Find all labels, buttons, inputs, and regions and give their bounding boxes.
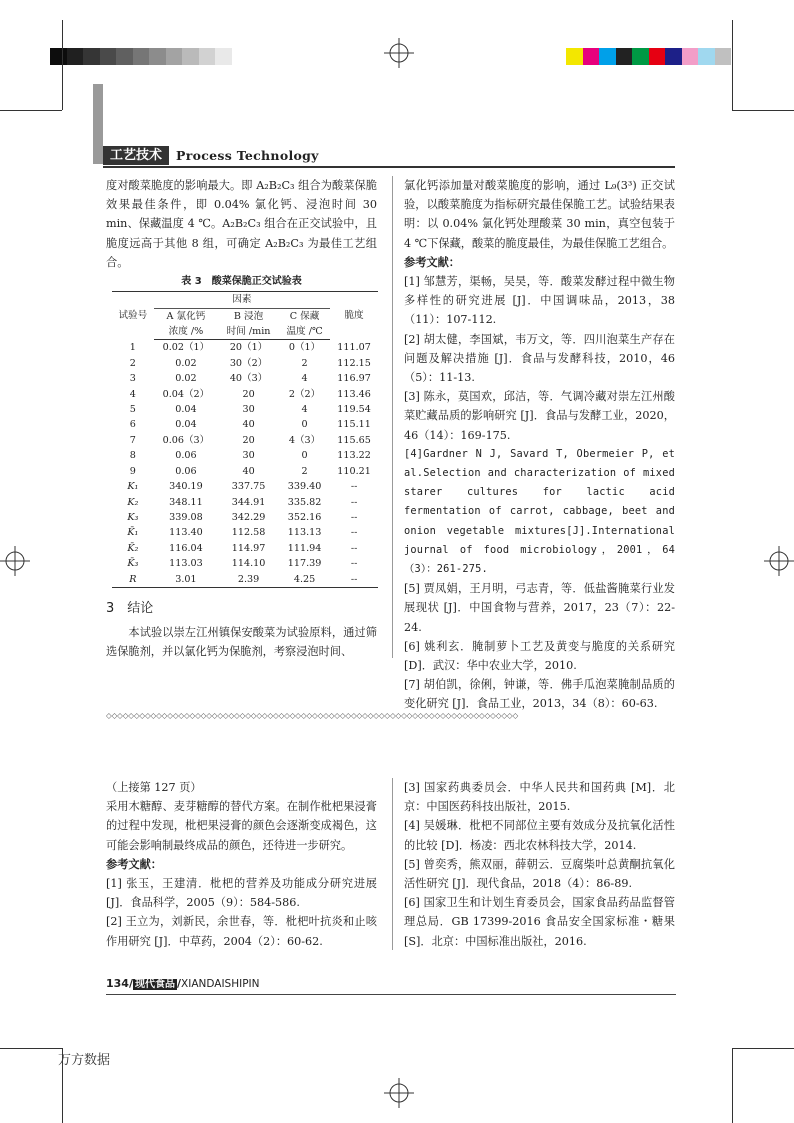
lower-references-title: 参考文献： [106,857,162,871]
table-cell: -- [350,511,358,523]
table-cell: 30 [242,450,255,462]
footer-slash-2: / [177,977,182,990]
table-cell: 113.03 [169,558,203,570]
table-cell: -- [350,527,358,539]
table-cell: 115.65 [337,434,371,446]
table-cell: 2.39 [218,572,279,588]
th-c-unit: 温度 /℃ [279,324,330,340]
section-title-en: Process Technology [176,148,319,163]
lower-right-column [404,778,675,951]
table-cell: 115.11 [337,419,371,431]
th-c: C 保藏 [289,310,320,322]
th-b-unit: 时间 /min [218,324,279,340]
table-cell: 0 [301,450,308,462]
table-cell: 9 [129,465,136,477]
table-cell: K̄₂ [127,542,139,554]
column-separator-lower [392,778,393,950]
lower-left-column [106,778,377,951]
reference-item: [1] 邹慧芳，渠畅，吴昊，等．酸菜发酵过程中微生物多样性的研究进展 [J]．中国调味品，2013，38（11）：107-112. [404,275,675,327]
gray-swatch [83,48,100,65]
color-swatch [616,48,633,65]
table-cell: 110.21 [337,465,371,477]
table-cell: 0.06 [175,450,197,462]
section-badge [103,146,169,165]
color-swatch [682,48,699,65]
table-cell: 0.02 [175,357,197,369]
color-swatch [599,48,616,65]
registration-target-left [0,546,30,576]
table-cell: 4.25 [279,572,330,588]
gray-swatch [149,48,166,65]
table-row [112,541,378,556]
table-cell: 117.39 [287,558,322,570]
table-cell: K₂ [127,496,139,508]
page-number: 134 [106,977,129,990]
color-swatch [665,48,682,65]
orthogonal-test-table [112,291,378,588]
table-cell: 113.22 [337,450,371,462]
table-cell: 7 [129,434,136,446]
th-trial: 试验号 [112,292,154,340]
lower-references-right [404,778,675,951]
table-cell: 113.13 [287,527,322,539]
color-swatch [698,48,715,65]
table-cell: 0.06（3） [162,434,210,446]
gray-swatch [100,48,117,65]
table-cell: 30（2） [229,357,268,369]
table-cell: 119.54 [337,404,371,416]
table-cell: 20 [242,388,255,400]
gray-swatch [133,48,150,65]
gray-swatch [50,48,67,65]
table-cell: 111.94 [287,542,322,554]
table-cell: 2（2） [288,388,321,400]
page-footer [106,976,259,993]
journal-name-en: XIANDAISHIPIN [181,978,260,990]
table-cell: 4（3） [288,434,321,446]
th-a-unit: 浓度 /% [154,324,218,340]
table-row [112,510,378,525]
references-list [404,272,675,714]
table-cell: 2 [129,357,136,369]
table-cell: 112.58 [231,527,266,539]
table-cell: 5 [129,404,136,416]
reference-item: [5] 贾凤娟，王月明，弓志青，等．低盐酱腌菜行业发展现状 [J]．中国食物与营养，2017，23（7）：22-24. [404,582,675,634]
table-cell: 2 [301,465,308,477]
gray-side-bar [93,84,103,164]
registration-target-right [764,546,794,576]
table-cell: 3.01 [154,572,218,588]
gray-swatch [182,48,199,65]
registration-target-top [384,38,414,68]
table-cell: -- [350,496,358,508]
gray-swatch [199,48,216,65]
footer-rule [106,994,676,995]
gray-swatch [67,48,84,65]
reference-item: [3] 国家药典委员会．中华人民共和国药典 [M]．北京：中国医药科技出版社，2015. [404,781,675,814]
table-cell: 20 [242,434,255,446]
reference-item: [2] 王立为，刘新民，余世春，等．枇杷叶抗炎和止咳作用研究 [J]．中草药，2004（2）：60-62. [106,915,377,948]
reference-item: [7] 胡伯凯，徐俐，钟谦，等．佛手瓜泡菜腌制品质的变化研究 [J]．食品工业，2013，34（8）：60-63. [404,678,675,711]
journal-name-cn: 现代食品 [135,979,175,990]
table-cell: -- [350,542,358,554]
color-swatch [632,48,649,65]
table-cell: 337.75 [231,481,266,493]
table-cell: -- [350,558,358,570]
color-swatch [566,48,583,65]
table-cell: 4 [301,404,308,416]
table-cell: 40（3） [229,373,268,385]
reference-item: [2] 胡太健，李国斌，韦万文，等．四川泡菜生产存在问题及解决措施 [J]．食品与发酵科技，2010，46（5）：11-13. [404,332,675,385]
table-cell: 339.08 [169,511,203,523]
reference-item: [3] 陈永，莫国欢，邱洁，等．气调冷藏对崇左江州酸菜贮藏品质的影响研究 [J]．食品与发酵工业，2020，46（14）：169-175. [404,390,675,442]
table-cell: 2 [301,357,308,369]
table-cell: 111.07 [337,342,371,354]
color-swatch [583,48,600,65]
header-rule [103,166,675,168]
section-title-cn: 工艺技术 [109,148,162,163]
table-cell: 342.29 [231,511,266,523]
results-paragraph: 度对酸菜脆度的影响最大。即 A₂B₂C₃ 组合为酸菜保脆效果最佳条件，即 0.04% 氯化钙、浸泡时间 30 min、保藏温度 4 ℃。A₂B₂C₃ 组合在正交试验中，且脆度远高于其他 8 组，可确定 A₂B₂C₃ 为最佳工艺组合。 [106,179,377,269]
table-row [112,525,378,540]
table-cell: 0.04 [175,419,197,431]
lower-paragraph: 采用木糖醇、麦芽糖醇的替代方案。在制作枇杷果浸膏的过程中发现，枇杷果浸膏的颜色会逐渐变成褐色，这可能会影响制最终成品的颜色，还待进一步研究。 [106,800,377,852]
table-cell: 0（1） [288,342,321,354]
th-crispness: 脆度 [330,292,378,340]
reference-item: [4] 吴媛琳．枇杷不同部位主要有效成分及抗氧化活性的比较 [D]．杨凌：西北农林科技大学，2014. [404,819,675,852]
table-cell: 116.97 [337,373,371,385]
table-cell: 0.04 [175,404,197,416]
table-cell: K₁ [127,481,139,493]
th-a: A 氯化钙 [166,310,206,322]
table-row [112,448,378,463]
table-cell: 6 [129,419,136,431]
footer-slash: / [128,977,133,990]
table-cell: 335.82 [287,496,322,508]
table-row [112,417,378,432]
table-row [112,495,378,510]
reference-item: [6] 国家卫生和计划生育委员会，国家食品药品监督管理总局．GB 17399-2016 食品安全国家标准・糖果 [S]．北京：中国标准出版社，2016. [404,896,675,948]
table-cell: 114.10 [231,558,266,570]
table-cell: 30 [242,404,255,416]
table-row [112,402,378,417]
table-title: 表 3 酸菜保脆正交试验表 [181,276,302,288]
table-row [112,387,378,402]
conclusion-paragraph-left: 本试验以崇左江州镇保安酸菜为试验原料，通过筛选保脆剂，并以氯化钙为保脆剂，考察浸泡时间、 [106,625,377,659]
lower-references-left [106,874,377,951]
gray-swatch [166,48,183,65]
table-row [112,371,378,386]
reference-item: [4]Gardner N J, Savard T, Obermeier P, et al.Selection and characterization of mixed starer cultures for lactic acid fermentation of carrot, cabbage, beet and onion vegetable mixtures[J].International journal of food microbiology，2001，64（3）：261-275. [404,447,675,576]
table-cell: 0 [301,419,308,431]
table-cell: 339.40 [287,481,322,493]
gray-swatch [116,48,133,65]
table-cell: 0.04（2） [162,388,210,400]
table-cell: 20（1） [229,342,268,354]
table-cell: 114.97 [231,542,266,554]
reference-item: [6] 姚利玄．腌制萝卜工艺及黄变与脆度的关系研究 [D]．武汉：华中农业大学，2010. [404,639,675,673]
color-swatch [715,48,732,65]
table-row [112,572,378,588]
gray-swatch [215,48,232,65]
column-separator-upper [392,176,393,658]
table-cell: 3 [129,373,136,385]
table-cell: 344.91 [231,496,266,508]
table-row [112,556,378,571]
conclusion-paragraph-right: 氯化钙添加量对酸菜脆度的影响，通过 L₉(3³) 正交试验，以酸菜脆度为指标研究最佳保脆工艺。试验结果表明：以 0.04% 氯化钙处理酸菜 30 min，真空包装于 4 ℃下保藏，酸菜的脆度最佳，为最佳保脆工艺组合。 [404,179,675,250]
reference-item: [5] 曾奕秀，熊双丽，薛朝云．豆腐柴叶总黄酮抗氧化活性研究 [J]．现代食品，2018（4）：86-89. [404,857,675,891]
table-row [112,356,378,371]
table-cell: 0.02（1） [162,342,210,354]
table-cell: 1 [129,342,136,354]
upper-left-column [106,176,377,661]
table-cell: K₃ [127,511,139,523]
table-cell: -- [350,481,358,493]
decorative-divider: ◇◇◇◇◇◇◇◇◇◇◇◇◇◇◇◇◇◇◇◇◇◇◇◇◇◇◇◇◇◇◇◇◇◇◇◇◇◇◇◇◇◇◇◇◇◇◇◇◇◇◇◇◇◇◇◇◇◇◇◇◇◇◇◇◇◇◇◇◇◇◇◇◇◇ [106,711,519,720]
table-cell: 40 [242,419,255,431]
watermark: 万方数据 [58,1053,111,1068]
references-title: 参考文献： [404,255,460,269]
table-cell: 0.02 [175,373,197,385]
table-cell: 348.11 [169,496,203,508]
th-factor: 因素 [154,292,330,308]
table-row [112,479,378,494]
table-cell: 113.46 [337,388,371,400]
table-cell: 352.16 [287,511,322,523]
table-row [112,340,378,356]
table-cell: 116.04 [169,542,203,554]
table-cell: 112.15 [337,357,371,369]
th-b: B 浸泡 [233,310,264,322]
reference-item: [1] 张玉，王建清．枇杷的营养及功能成分研究进展 [J]．食品科学，2005（9）：584-586. [106,877,377,910]
table-cell: K̄₃ [127,558,139,570]
table-cell: 4 [129,388,136,400]
table-row [112,464,378,479]
table-cell: R [112,572,154,588]
registration-target-bottom [384,1078,414,1108]
continued-note: （上接第 127 页） [106,781,202,794]
upper-right-column [404,176,675,714]
table-cell: 113.40 [169,527,203,539]
table-cell: 40 [242,465,255,477]
table-cell: 0.06 [175,465,197,477]
color-swatch [649,48,666,65]
table-cell: K̄₁ [127,527,139,539]
table-cell: -- [330,572,378,588]
table-cell: 340.19 [169,481,203,493]
section-heading: 3 结论 [106,600,154,616]
table-body [112,340,378,588]
table-cell: 4 [301,373,308,385]
table-row [112,433,378,448]
table-cell: 8 [129,450,136,462]
